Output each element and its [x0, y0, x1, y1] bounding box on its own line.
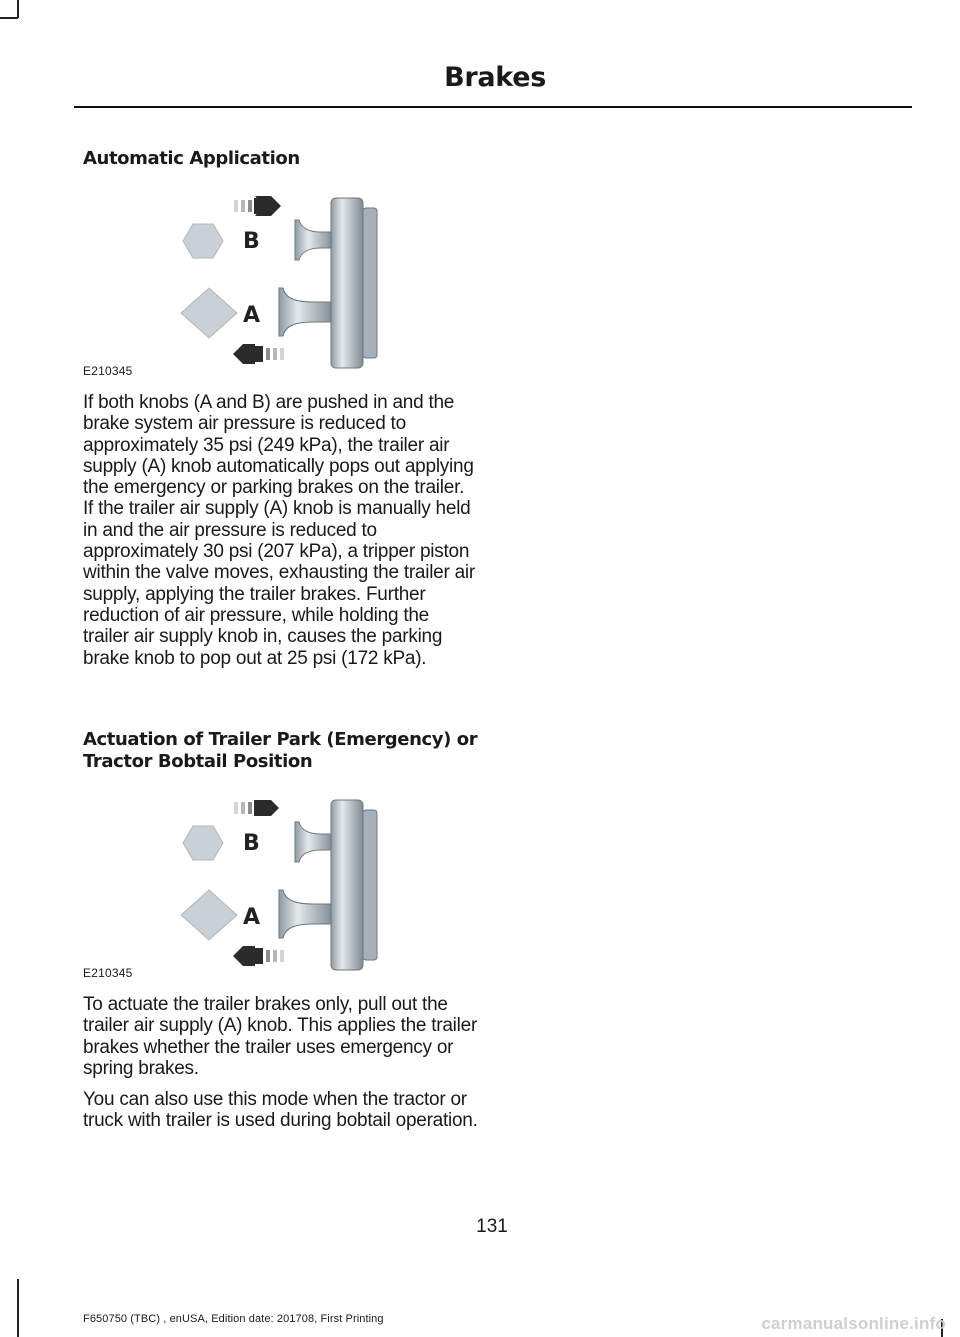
valve-body	[331, 800, 377, 970]
brake-knob-diagram	[83, 790, 383, 980]
hexagon-knob-b	[183, 224, 223, 258]
figure-knobs-1	[83, 188, 383, 378]
section-heading: Actuation of Trailer Park (Emergency) or Tractor Bobtail Position	[83, 729, 478, 772]
section-heading: Automatic Application	[83, 148, 300, 169]
arrow-left-icon	[233, 946, 284, 966]
crop-mark-bottom-left-v	[17, 1279, 19, 1337]
figure-code: E210345	[83, 364, 133, 378]
body-paragraph: You can also use this mode when the tractor or truck with trailer is used during bobtail operation.	[83, 1089, 478, 1132]
knob-b-stem	[295, 822, 333, 862]
brake-knob-diagram	[83, 188, 383, 378]
knob-a-stem	[279, 288, 333, 336]
footer-edition: F650750 (TBC) , enUSA, Edition date: 201708, First Printing	[83, 1313, 384, 1325]
paragraph-automatic-application	[83, 392, 479, 669]
label-b: B	[243, 831, 260, 856]
diamond-knob-a	[181, 890, 237, 940]
arrow-right-icon	[234, 800, 279, 816]
label-a: A	[243, 303, 261, 328]
page-header-title: Brakes	[444, 62, 546, 93]
watermark: carmanualsonline.info	[761, 1314, 946, 1333]
body-paragraph: To actuate the trailer brakes only, pull out the trailer air supply (A) knob. This applies the trailer brakes whether the trailer uses emergency or spring brakes.	[83, 994, 478, 1079]
page-number: 131	[476, 1216, 508, 1237]
body-paragraph: If both knobs (A and B) are pushed in and the brake system air pressure is reduced to approximately 35 psi (249 kPa), the trailer air supply (A) knob automatically pops out applying the emergency or parking brakes on the trailer. If the trailer air supply (A) knob is manually held in and the air pressure is reduced to approximately 30 psi (207 kPa), a tripper piston within the valve moves, exhausting the trailer air supply, applying the trailer brakes. Further reduction of air pressure, while holding the trailer air supply knob in, causes the parking brake knob to pop out at 25 psi (172 kPa).	[83, 392, 475, 669]
crop-mark-top-left-v	[17, 0, 19, 18]
crop-mark-top-left-h	[0, 17, 18, 19]
arrow-left-icon	[233, 344, 284, 364]
paragraph-bobtail	[83, 1089, 479, 1132]
section-trailer-park	[83, 729, 479, 773]
figure-code: E210345	[83, 966, 133, 980]
label-b: B	[243, 229, 260, 254]
paragraph-actuate-trailer-brakes	[83, 994, 479, 1079]
valve-body	[331, 198, 377, 368]
figure-knobs-2	[83, 790, 383, 980]
knob-b-stem	[295, 220, 333, 260]
section-automatic-application	[83, 148, 479, 170]
header-rule	[74, 106, 912, 108]
hexagon-knob-b	[183, 826, 223, 860]
label-a: A	[243, 905, 261, 930]
diamond-knob-a	[181, 288, 237, 338]
knob-a-stem	[279, 890, 333, 938]
arrow-right-icon	[234, 196, 281, 216]
